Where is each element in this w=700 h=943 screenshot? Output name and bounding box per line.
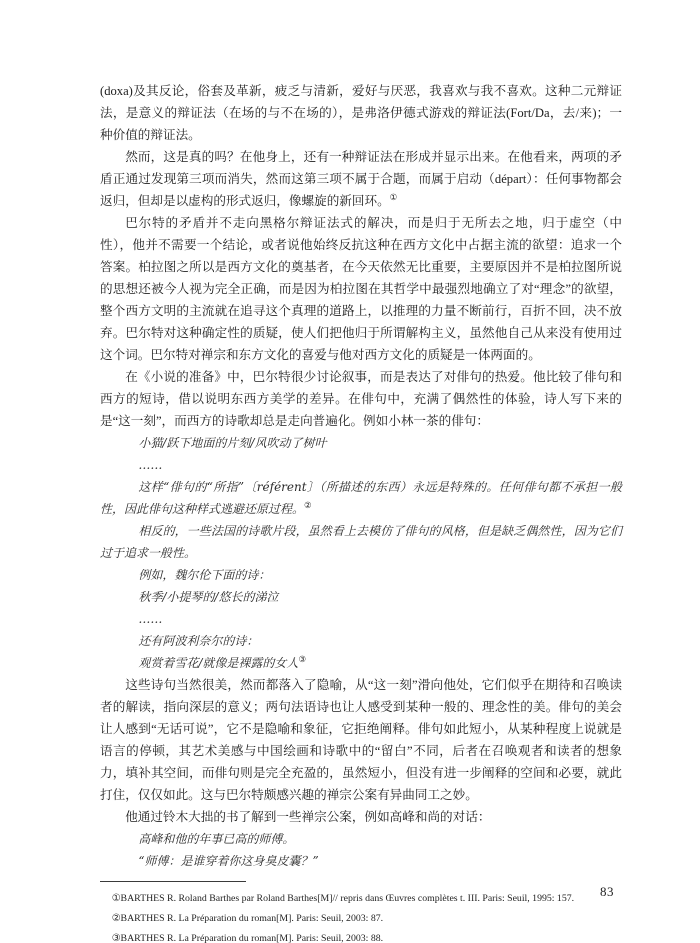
page-number: 83 bbox=[600, 884, 614, 899]
quote-text: 相反的，一些法国的诗歌片段，虽然看上去模仿了俳句的风格，但是缺乏偶然性，因为它们过于追求一般性。 bbox=[100, 524, 622, 560]
paragraph bbox=[100, 366, 622, 432]
haiku-quote-line bbox=[100, 432, 622, 454]
verse-line bbox=[100, 586, 622, 608]
paragraph-text: 这些诗句当然很美，然而都落入了隐喻，从“这一刻”滑向他处，它们似乎在期待和召唤读者的解读，指向深层的意义；两句法语诗也让人感受到某种一般的、理念性的美。俳句的美会让人感到“无话可说”，它不是隐喻和象征，它拒绝阐释。俳句如此短小，从某种程度上说就是语言的停顿，其艺术美感与中国绘画和诗歌中的“留白”不同，后者在召唤观者和读者的想象力，填补其空间，而俳句则是完全充盈的，虽然短小，但没有进一步阐释的空间和必要，就此打住，仅仅如此。这与巴尔特颇感兴趣的禅宗公案有异曲同工之妙。 bbox=[100, 678, 622, 802]
paragraph bbox=[100, 674, 622, 806]
footnote-ref-1: ① bbox=[389, 191, 398, 202]
ellipsis-line bbox=[100, 608, 622, 630]
ellipsis-line bbox=[100, 454, 622, 476]
paragraph-text: 在《小说的准备》中，巴尔特很少讨论叙事，而是表达了对俳句的热爱。他比较了俳句和西方的短诗，借以说明东西方美学的差异。在俳句中，充满了偶然性的体验，诗人写下来的是“这一刻”，而西方的诗歌却总是走向普遍化。例如小林一茶的俳句： bbox=[100, 370, 622, 428]
text-block bbox=[100, 80, 622, 943]
footnote-1: ①BARTHES R. Roland Barthes par Roland Barthes[M]// repris dans Œuvres complètes t. III. Paris: Seuil, 1995: 157. bbox=[111, 893, 575, 904]
quote-paragraph bbox=[100, 520, 622, 564]
quote-paragraph bbox=[100, 564, 622, 586]
quote-text: 秋季/小提琴的/悠长的涕泣 bbox=[138, 590, 279, 604]
quote-text: 还有阿波利奈尔的诗： bbox=[138, 634, 259, 648]
koan-line bbox=[100, 850, 622, 872]
paragraph bbox=[100, 212, 622, 366]
quote-text: 小猫/跃下地面的片刻/风吹动了树叶 bbox=[138, 436, 327, 450]
verse-line bbox=[100, 652, 622, 674]
quote-paragraph bbox=[100, 630, 622, 652]
quote-text: 观赏着雪花/就像是裸露的女人 bbox=[138, 656, 299, 670]
quote-text: 高峰和他的年事已高的师傅。 bbox=[138, 832, 295, 846]
quote-paragraph bbox=[100, 476, 622, 520]
paragraph-text: 他通过铃木大拙的书了解到一些禅宗公案，例如高峰和尚的对话： bbox=[125, 810, 491, 824]
quote-text: 这样“俳句的“所指”〔référent〕（所描述的东西）永远是特殊的。任何俳句都不承担一般性，因此俳句这种样式逃避还原过程。 bbox=[100, 480, 622, 516]
paragraph bbox=[100, 806, 622, 828]
paragraph bbox=[100, 146, 622, 212]
paragraph-continuation bbox=[100, 80, 622, 146]
quote-text: 例如，魏尔伦下面的诗： bbox=[138, 568, 271, 582]
footnote-ref-2: ② bbox=[304, 501, 312, 511]
quote-text: …… bbox=[138, 458, 163, 472]
paragraph-text: 巴尔特的矛盾并不走向黑格尔辩证法式的解决，而是归于无所去之地，归于虚空（中性），他并不需要一个结论，或者说他始终反抗这种在西方文化中占据主流的欲望：追求一个答案。柏拉图之所以是西方文化的奠基者，在今天依然无比重要，主要原因并不是柏拉图所说的思想还被今人视为完全正确，而是因为柏拉图在其哲学中最强烈地确立了对“理念”的欲望，整个西方文明的主流就在追寻这个真理的道路上，以推理的力量不断前行，百折不回，决不放弃。巴尔特对这种确定性的质疑，使人们把他归于所谓解构主义，虽然他自己从来没有使用过这个词。巴尔特对禅宗和东方文化的喜爱与他对西方文化的质疑是一体两面的。 bbox=[100, 216, 622, 362]
footnote-separator bbox=[100, 881, 246, 882]
koan-line bbox=[100, 828, 622, 850]
paragraph-text: 然而，这是真的吗？在他身上，还有一种辩证法在形成并显示出来。在他看来，两项的矛盾正通过发现第三项而消失，然而这第三项不属于合题，而属于启动（départ）：任何事物都会返归，但却是以虚构的形式返归，像螺旋的新回环。 bbox=[100, 150, 622, 208]
footnotes bbox=[100, 881, 622, 943]
footnote-2: ②BARTHES R. La Préparation du roman[M]. Paris: Seuil, 2003: 87. bbox=[111, 913, 384, 924]
footnote-ref-3: ③ bbox=[298, 655, 307, 665]
quote-text: “师傅：是谁穿着你这身臭皮囊？” bbox=[138, 854, 319, 868]
footnote-3: ③BARTHES R. La Préparation du roman[M]. Paris: Seuil, 2003: 88. bbox=[111, 933, 384, 943]
paragraph-text: (doxa)及其反论，俗套及革新，疲乏与清新，爱好与厌恶，我喜欢与我不喜欢。这种二元辩证法，是意义的辩证法（在场的与不在场的），是弗洛伊德式游戏的辩证法(Fort/Da，去/来)；一种价值的辩证法。 bbox=[100, 84, 622, 142]
quote-text: …… bbox=[138, 612, 163, 626]
